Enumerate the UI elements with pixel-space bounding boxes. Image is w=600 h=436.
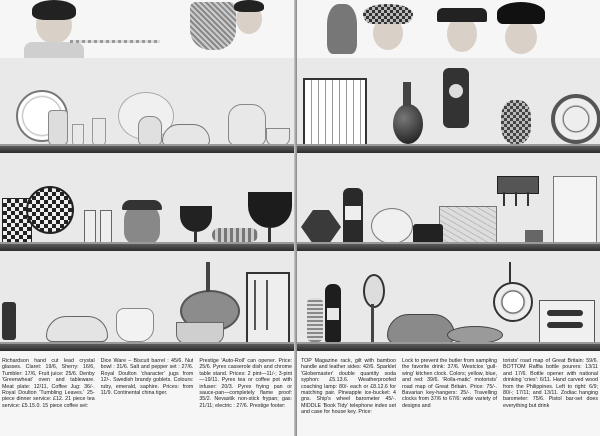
right-page — [297, 0, 600, 436]
kitchen-utensil-rack-illustration — [246, 272, 290, 344]
bowler-hat-icon — [497, 2, 545, 24]
can-opener-illustration — [2, 302, 16, 340]
caption-column-6: torists' road map of Great Britain: 59/6. BOTTOM Raffia bottle pourers: 13/11 and 17/6. Bottle opener with national drinking 'cries': 6/11. Hand carved wood from the Philippines. Left to right: 6/9; 80/-; 17/11; and 13/11. Zodiac hanging barometer: 75/6. Pistol bar-set does everything but drink — [503, 358, 598, 409]
coaching-lamp-illustration — [443, 68, 469, 128]
glass-illustration — [72, 124, 84, 146]
sauce-pan-illustration — [176, 322, 224, 344]
bottle-opener-illustration — [363, 274, 385, 308]
salt-shaker-illustration — [84, 210, 96, 244]
caption-column-2: Dice Ware – Biscuit barrel : 45/6. Nut bowl : 31/6. Salt and pepper set : 27/6. Royal Doulton 'character' jugs from 12/-. Swedish brandy goblets. Colours: ruby, emerald, saphire. Prices: from 11/9. Continental china tiger. — [100, 358, 194, 397]
caption-column-1: Richardson hand cut lead crystal glasses. Claret: 19/6, Sherry: 16/6, Tumbler: 17/6, Fruit juice: 25/6. Denby 'Greenwheat' oven and tableware. Meat plate: 12/11, Coffee Jug: 36/-. Royal Doulton 'Tumbling Leaves.' 25-piece dinner service: £12. 21 piece tea service: £5.15.0. 15 piece coffee set: — [2, 358, 95, 409]
magazine-rack-illustration — [303, 78, 367, 148]
dice-ware-bowl-illustration — [26, 186, 74, 234]
toby-jug-illustration — [327, 4, 357, 54]
caption-column-4: TOP Magazine rack, gilt with bamboo handle and leather sides: 42/6. Sparklet 'Globemaster' double quantity soda syphon: £5.13.6. Weatherproofed coaching lamp: 80/- each or £8.12.6 for matching pair. Pineapple ice-bucket: 4 gns. Ship's wheel barometer 45/-. MIDDLE 'Book Tidy' telephone index set and case for house key. Price: — [301, 358, 396, 416]
tureen-illustration — [162, 124, 210, 146]
soda-syphon-illustration — [393, 104, 423, 144]
raffia-bottle-pourer-illustration — [307, 298, 323, 342]
tricorn-hat-icon — [437, 8, 487, 22]
character-jug-illustration — [124, 204, 160, 244]
child-photo-left — [10, 0, 120, 58]
child-face-bowler — [505, 20, 537, 54]
caption-column-3: Prestige 'Auto-Roll' can opener. Price: 25/6. Pyrex casserole dish and chrome table stand. Prices: 2 pint—11/-; 3-pint—19/11. Pyrex tea or coffee pot with infuser: 20/3. Pyrex frying pan or sauce-pan—completely flame proof: 35/2. Nevastik non-stick frypan; gas: 21/11; electric : 27/6. Prestige footer: — [199, 358, 293, 409]
road-map-illustration — [439, 206, 497, 244]
travelling-clock-illustration — [413, 224, 443, 244]
kitchen-clock-illustration — [371, 208, 413, 244]
teapot-illustration — [138, 116, 162, 146]
casserole-dish-illustration — [46, 316, 108, 342]
ships-wheel-barometer-illustration — [551, 94, 600, 144]
pineapple-ice-bucket-illustration — [501, 100, 531, 144]
coffee-jug-illustration — [48, 110, 68, 146]
wicker-basket-illustration — [190, 2, 236, 50]
carved-wood-bowl-illustration — [387, 314, 455, 344]
left-page — [0, 0, 296, 436]
caption-column-5: Lock to prevent the butler from sampling the favorite drink: 37/6. Westclox 'gull-wing' kitchen clock. Colors; yellow, blue, and red: 39/6. 'Rolla-matic' motorists' road map of Great Britain. Price: 75/-. Bavarian key-hangers: 25/-. Travelling clocks from 37/6 to 67/6: wide variety of designs and — [402, 358, 497, 409]
deerstalker-hat-icon — [363, 4, 413, 24]
pepper-shaker-illustration — [100, 210, 112, 244]
coffee-pot-illustration — [116, 308, 154, 342]
map-case-illustration — [553, 176, 597, 244]
zodiac-barometer-illustration — [493, 282, 533, 322]
china-tiger-illustration — [212, 228, 258, 242]
teapot-illustration — [228, 104, 266, 146]
glass-illustration — [92, 118, 106, 146]
